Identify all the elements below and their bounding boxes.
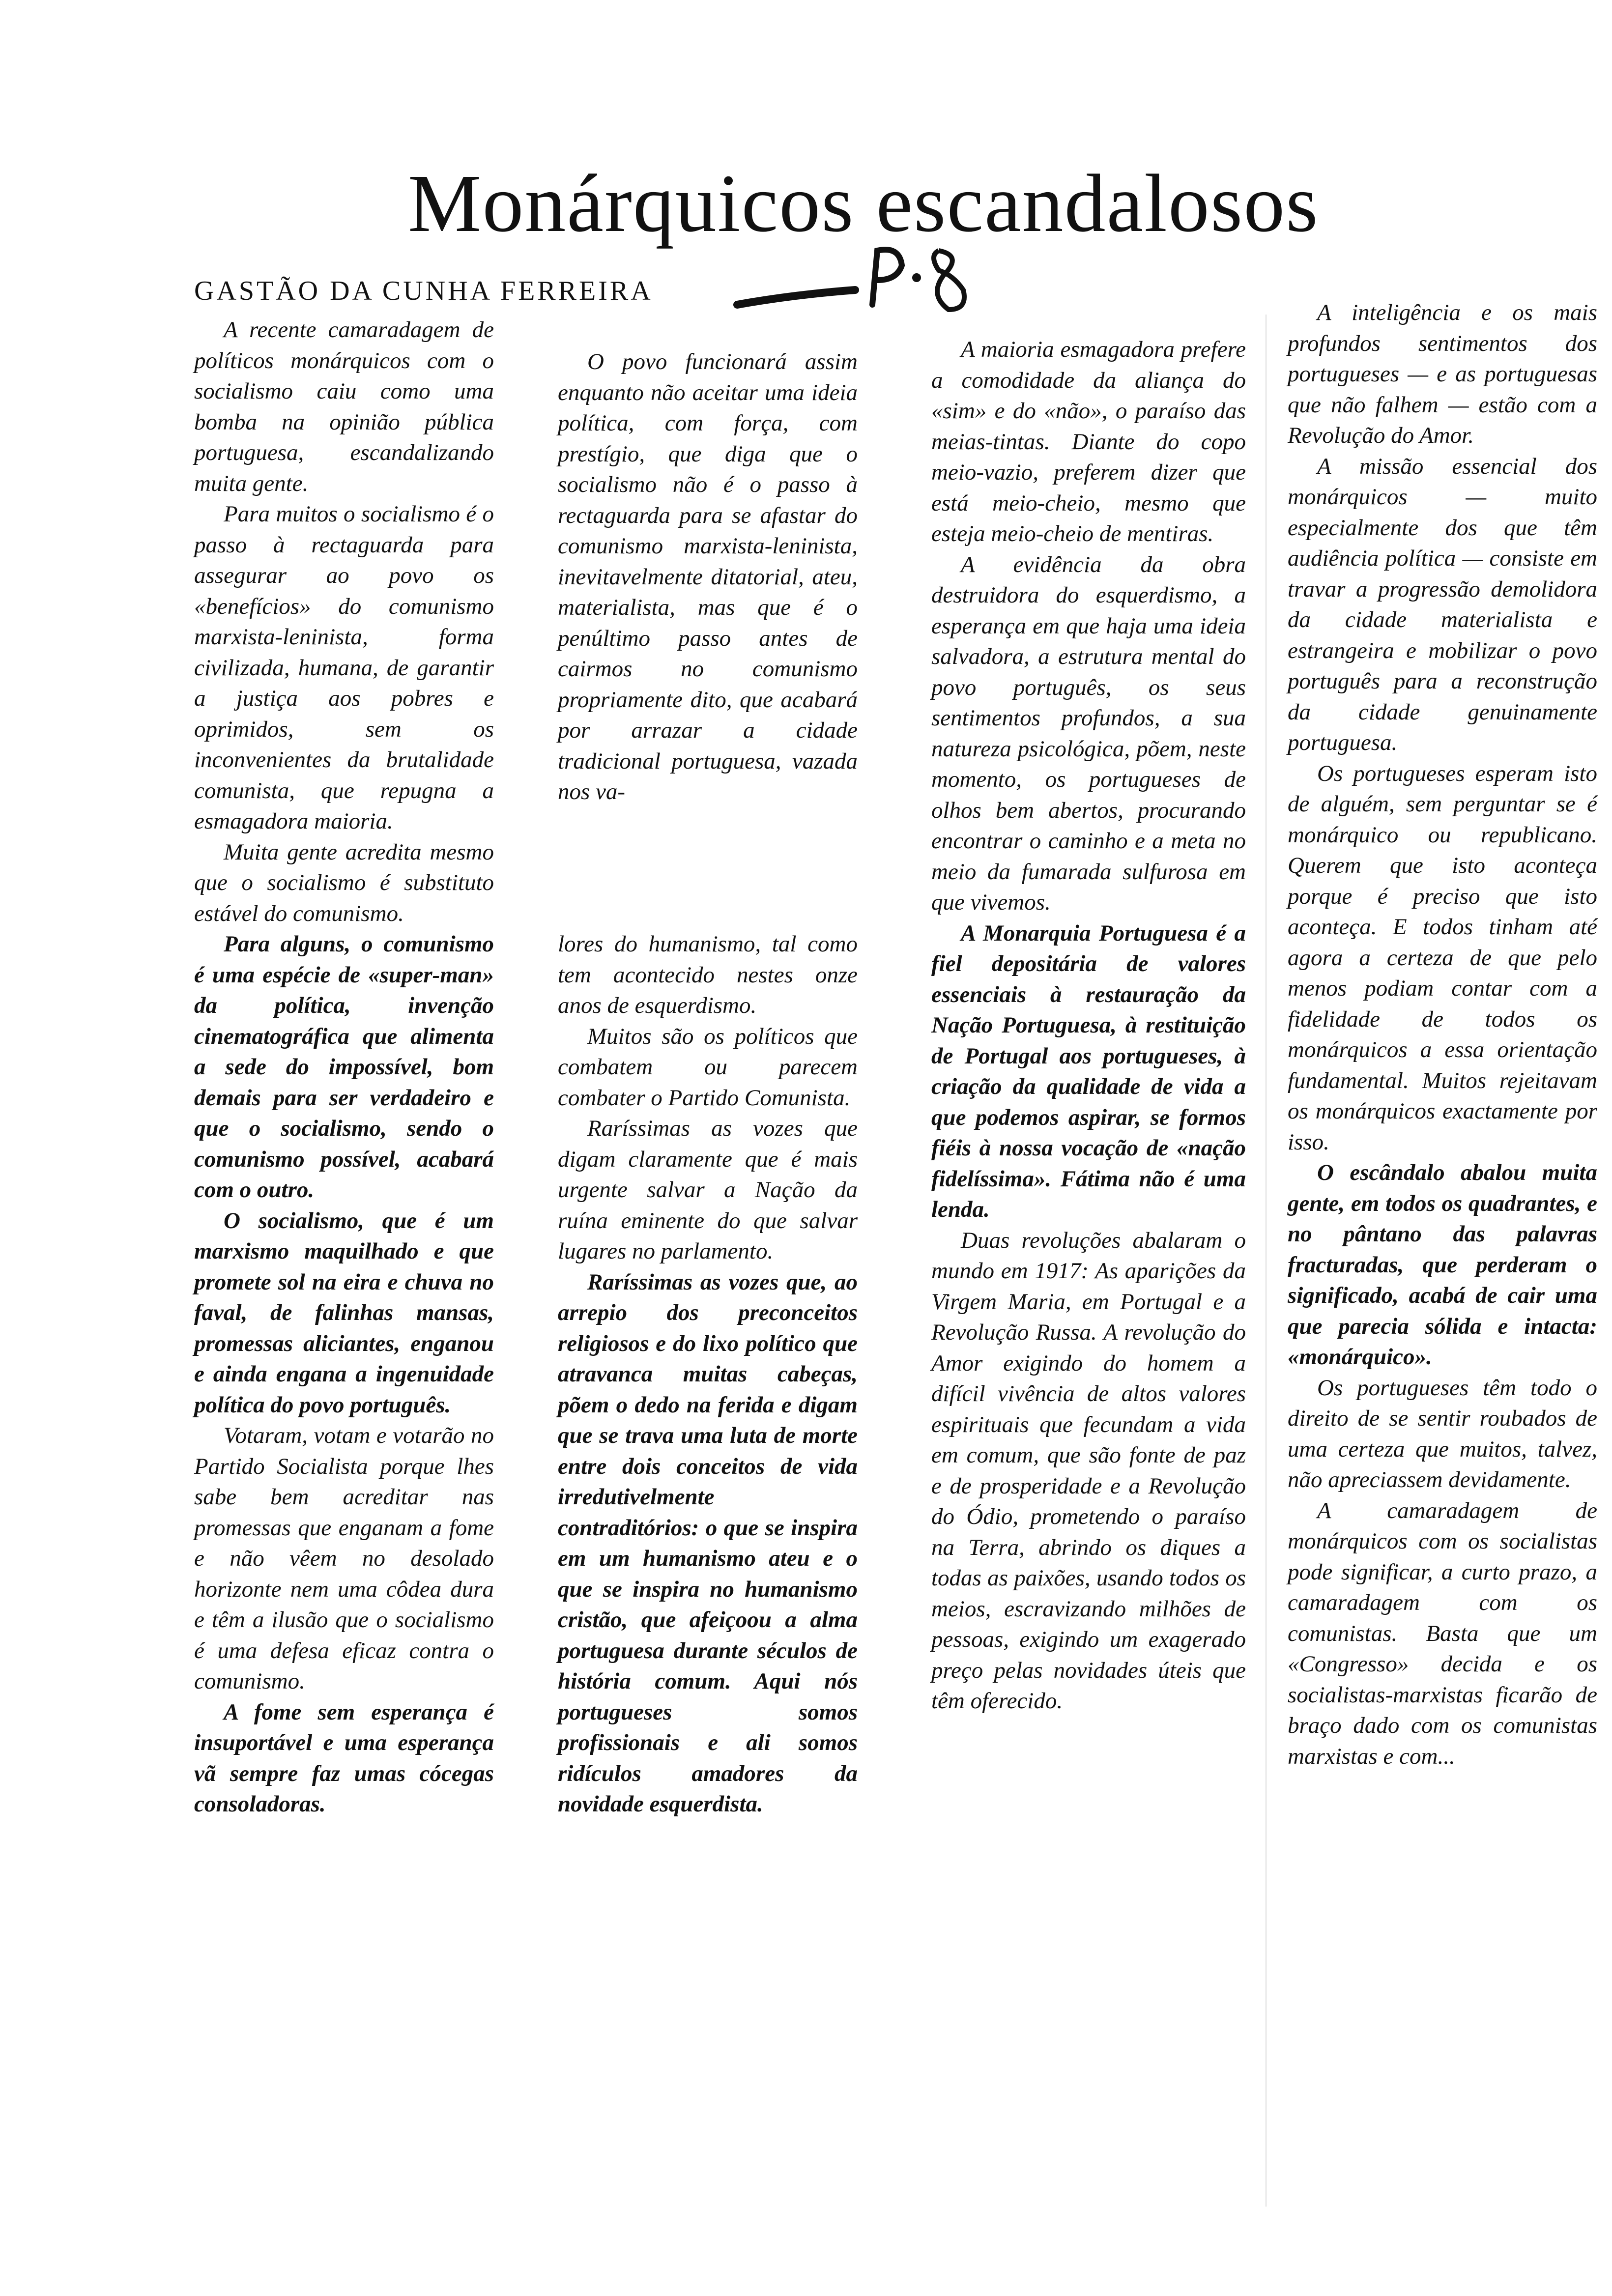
article-column-2-continued <box>558 929 858 1820</box>
paragraph: O escândalo abalou muita gente, em todos os quadrantes, e no pântano das palavras fracturadas, que perderam o significado, acabá de cair uma que parecia sólida e intacta: «monárquico». <box>1288 1160 1597 1370</box>
paragraph: Os portugueses têm todo o direito de se sentir roubados de uma certeza que muitos, talvez, não apreciassem devidamente. <box>1288 1375 1597 1492</box>
article-byline: GASTÃO DA CUNHA FERREIRA <box>194 276 653 306</box>
paragraph: Para alguns, o comunismo é uma espécie de «super-man» da política, invenção cinematográfica que alimenta a sede do impossível, bom demais para ser verdadeiro e que o socialismo, sendo o comunismo possível, acabará com o outro. <box>194 931 494 1203</box>
paragraph: O povo funcionará assim enquanto não aceitar uma ideia política, com força, com prestígio, que diga que o socialismo não é o passo à rectaguarda para se afastar do comunismo marxista-leninista, inevitavelmente ditatorial, ateu, materialista, mas que é o penúltimo passo antes de cairmos no comunismo propriamente dito, que acabará por arrazar a cidade tradicional portuguesa, vazada nos va- <box>558 349 858 804</box>
paragraph: A missão essencial dos monárquicos — muito especialmente dos que têm audiência política — consiste em travar a progressão demolidora da cidade materialista e estrangeira e mobilizar o povo português para a reconstrução da cidade genuinamente portuguesa. <box>1288 453 1597 755</box>
paragraph: A fome sem esperança é insuportável e uma esperança vã sempre faz umas cócegas consoladoras. <box>194 1699 494 1817</box>
paragraph: lores do humanismo, tal como tem acontecido nestes onze anos de esquerdismo. <box>558 931 858 1018</box>
paragraph: Muita gente acredita mesmo que o socialismo é substituto estável do comunismo. <box>194 839 494 926</box>
paragraph: Raríssimas as vozes que digam claramente que é mais urgente salvar a Nação da ruína eminente do que salvar lugares no parlamento. <box>558 1116 858 1264</box>
article-column-2 <box>558 346 858 807</box>
paragraph: A recente camaradagem de políticos monárquicos com o socialismo caiu como uma bomba na opinião pública portuguesa, escandalizando muita gente. <box>194 317 494 496</box>
paragraph: A inteligência e os mais profundos sentimentos dos portugueses — e as portuguesas que não falhem — estão com a Revolução do Amor. <box>1288 300 1597 448</box>
article-title: Monárquicos escandalosos <box>408 158 1319 249</box>
article-column-4 <box>1288 297 1597 1772</box>
paragraph: Votaram, votam e votarão no Partido Socialista porque lhes sabe bem acreditar nas promessas que enganam a fome e não vêem no desolado horizonte nem uma côdea dura e têm a ilusão que o socialismo é uma defesa eficaz contra o comunismo. <box>194 1423 494 1694</box>
article-column-3 <box>931 334 1246 1717</box>
column-divider <box>1266 315 1267 2207</box>
article-column-1 <box>194 315 494 1820</box>
paragraph: Raríssimas as vozes que, ao arrepio dos preconceitos religiosos e do lixo político que atravanca muitas cabeças, põem o dedo na ferida e digam que se trava uma luta de morte entre dois conceitos de vida irredutivelmente contraditórios: o que se inspira em um humanismo ateu e o que se inspira no humanismo cristão, que afeiçoou a alma portuguesa durante séculos de história comum. Aqui nós portugueses somos profissionais e ali somos ridículos amadores da novidade esquerdista. <box>558 1269 858 1817</box>
handwritten-note <box>732 236 988 324</box>
paragraph: O socialismo, que é um marxismo maquilhado e que promete sol na eira e chuva no faval, de falinhas mansas, promessas aliciantes, enganou e ainda engana a ingenuidade política do povo português. <box>194 1207 494 1418</box>
paragraph: Para muitos o socialismo é o passo à rectaguarda para assegurar ao povo os «benefícios» do comunismo marxista-leninista, forma civilizada, humana, de garantir a justiça aos pobres e oprimidos, sem os inconvenientes da brutalidade comunista, que repugna a esmagadora maioria. <box>194 501 494 834</box>
paragraph: Duas revoluções abalaram o mundo em 1917: As aparições da Virgem Maria, em Portugal e a Revolução Russa. A revolução do Amor exigindo do homem a difícil vivência de altos valores espirituais que fecundam a vida em comum, que são fonte de paz e de prosperidade e a Revolução do Ódio, prometendo o paraíso na Terra, abrindo os diques a todas as paixões, usando todos os meios, escravizando milhões de pessoas, exigindo um exagerado preço pelas novidades úteis que têm oferecido. <box>931 1227 1246 1714</box>
paragraph: Os portugueses esperam isto de alguém, sem perguntar se é monárquico ou republicano. Querem que isto aconteça porque é preciso que isto aconteça. E todos tinham até agora a certeza de que pelo menos podiam contar com a fidelidade de todos os monárquicos a essa orientação fundamental. Muitos rejeitavam os monárquicos exactamente por isso. <box>1288 760 1597 1155</box>
paragraph: A camaradagem de monárquicos com os socialistas pode significar, a curto prazo, a camaradagem com os comunistas. Basta que um «Congresso» decida e os socialistas-marxistas ficarão de braço dado com os comunistas marxistas e com... <box>1288 1497 1597 1769</box>
paragraph: Muitos são os políticos que combatem ou parecem combater o Partido Comunista. <box>558 1023 858 1111</box>
paragraph: A evidência da obra destruidora do esquerdismo, a esperança em que haja uma ideia salvadora, a estrutura mental do povo português, os seus sentimentos profundos, a sua natureza psicológica, põem, neste momento, os portugueses de olhos bem abertos, procurando encontrar o caminho e a meta no meio da fumarada sulfurosa em que vivemos. <box>931 551 1246 915</box>
paragraph: A maioria esmagadora prefere a comodidade da aliança do «sim» e do «não», o paraíso das meias-tintas. Diante do copo meio-vazio, preferem dizer que está meio-cheio, mesmo que esteja meio-cheio de mentiras. <box>931 337 1246 546</box>
paragraph: A Monarquia Portuguesa é a fiel depositária de valores essenciais à restauração da Nação Portuguesa, à restituição de Portugal aos portugueses, à criação da qualidade de vida a que podemos aspirar, se formos fiéis à nossa vocação de «nação fidelíssima». Fátima não é uma lenda. <box>931 920 1246 1222</box>
